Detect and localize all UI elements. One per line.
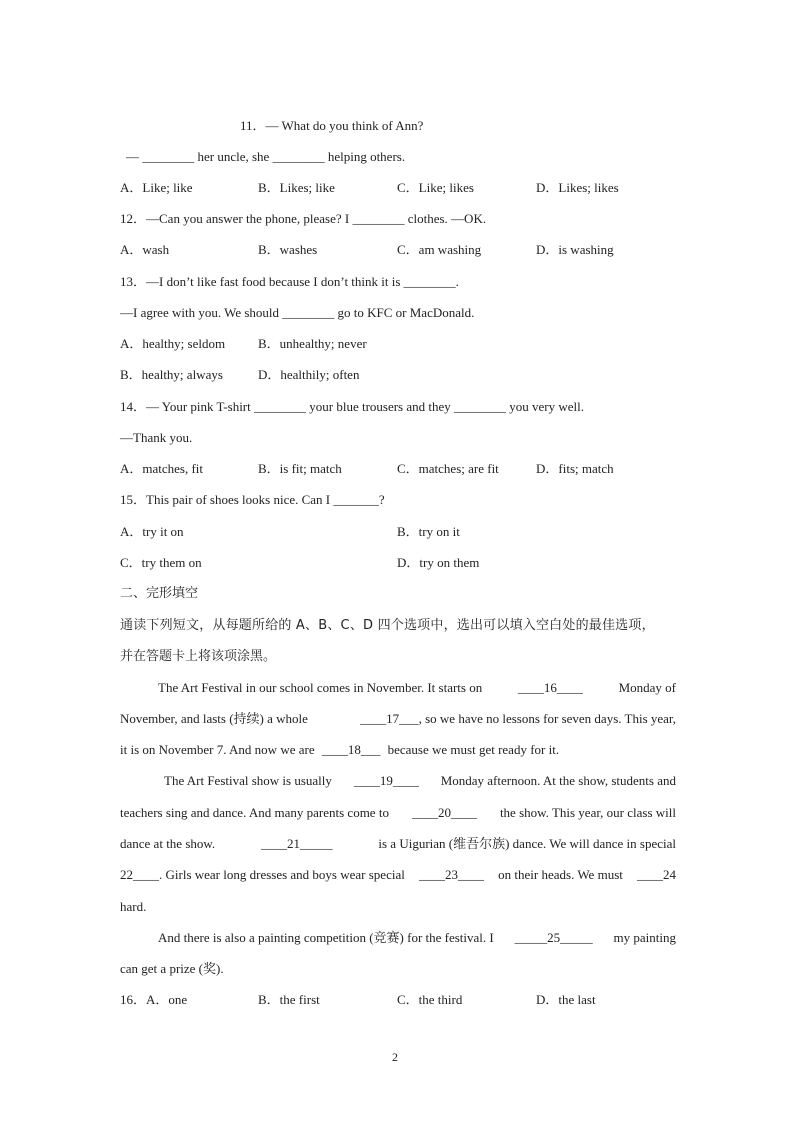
blank-16: ____16____ [517,680,583,695]
q11-option-c: C．Like; likes [397,180,474,195]
passage-p1-line3 [120,741,559,759]
blank-23: ____23____ [419,867,484,882]
section-instruction-line2: 并在答题卡上将该项涂黑。 [120,649,277,664]
passage-p3-line2: can get a prize (奖). [120,961,224,976]
q11-option-b: B．Likes; like [258,180,335,195]
q13-option-a: A．healthy; seldom [120,336,226,351]
passage-text: on their heads. We must [498,867,623,882]
passage-p1-line2 [120,710,676,728]
passage-text: the show. This year, our class will [499,805,676,820]
q16-option-c: C．the third [397,992,463,1007]
passage-text: The Art Festival show is usually [164,773,332,788]
passage-p2-line2 [120,804,676,822]
blank-20: ____20____ [411,805,477,820]
q13-option-d: D．healthily; often [258,367,360,382]
passage-text: my painting [613,930,676,945]
q15-option-c: C．try them on [120,555,202,570]
passage-p2-line3 [120,835,676,853]
passage-text: it is on November 7. And now we are [120,742,315,757]
q11-stem-answer: — ________ her uncle, she ________ helping others. [126,149,406,164]
passage-p1-line1 [158,679,676,697]
q11-option-a: A．Like; like [120,180,193,195]
q16-option-d: D．the last [536,992,596,1007]
blank-25: _____25_____ [514,930,593,945]
q16-option-b: B．the first [258,992,320,1007]
passage-text: And there is also a painting competition (竞赛) for the festival. I [158,930,494,945]
passage-p2-line5: hard. [120,899,147,914]
passage-text: teachers sing and dance. And many parents come to [120,805,389,820]
q11-option-d: D．Likes; likes [536,180,619,195]
q14-option-d: D．fits; match [536,461,614,476]
q15-stem: 15．This pair of shoes looks nice. Can I _______? [120,492,385,507]
q14-option-c: C．matches; are fit [397,461,499,476]
q13-option-c: B．healthy; always [120,367,223,382]
q12-option-c: C．am washing [397,242,482,257]
q13-stem-answer: —I agree with you. We should ________ go to KFC or MacDonald. [120,305,475,320]
passage-text: . Girls wear long dresses and boys wear special [159,867,405,882]
q13-stem: 13．—I don’t like fast food because I don’t think it is ________. [120,274,459,289]
q12-stem: 12．—Can you answer the phone, please? I ________ clothes. —OK. [120,211,487,226]
passage-text: because we must get ready for it. [387,742,560,757]
q13-option-b: B．unhealthy; never [258,336,367,351]
blank-24: ____24 [637,867,676,882]
passage-text: , so we have no lessons for seven days. This year, [418,711,676,726]
section-heading: 二、完形填空 [120,586,199,601]
blank-22: 22____ [120,867,159,882]
section-instruction-line1: 通读下列短文，从每题所给的 A、B、C、D 四个选项中，选出可以填入空白处的最佳选项， [120,618,655,633]
q12-option-d: D．is washing [536,242,614,257]
passage-text: November, and lasts (持续) a whole [120,711,308,726]
q12-option-a: A．wash [120,242,170,257]
page-number: 2 [392,1050,398,1064]
q14-option-a: A．matches, fit [120,461,204,476]
q15-option-a: A．try it on [120,524,184,539]
passage-text: is a Uigurian (维吾尔族) dance. We will dance in special [378,836,676,851]
passage-text: The Art Festival in our school comes in November. It starts on [158,680,483,695]
q16-option-a: 16．A．one [120,992,188,1007]
blank-17: ____17___ [360,711,419,726]
passage-p3-line1 [158,929,676,947]
q11-stem: 11．— What do you think of Ann? [240,118,424,133]
q14-stem: 14．— Your pink T-shirt ________ your blue trousers and they ________ you very well. [120,399,585,414]
q15-option-b: B．try on it [397,524,460,539]
q14-stem-answer: —Thank you. [120,430,193,445]
passage-text: Monday afternoon. At the show, students and [440,773,676,788]
passage-p2-line4 [120,866,676,884]
blank-21: ____21_____ [261,836,333,851]
q12-option-b: B．washes [258,242,318,257]
passage-p2-line1 [164,772,676,790]
q14-option-b: B．is fit; match [258,461,342,476]
passage-text: Monday of [618,680,676,695]
q15-option-d: D．try on them [397,555,480,570]
passage-text: dance at the show. [120,836,216,851]
blank-18: ____18___ [321,742,381,757]
blank-19: ____19____ [353,773,419,788]
